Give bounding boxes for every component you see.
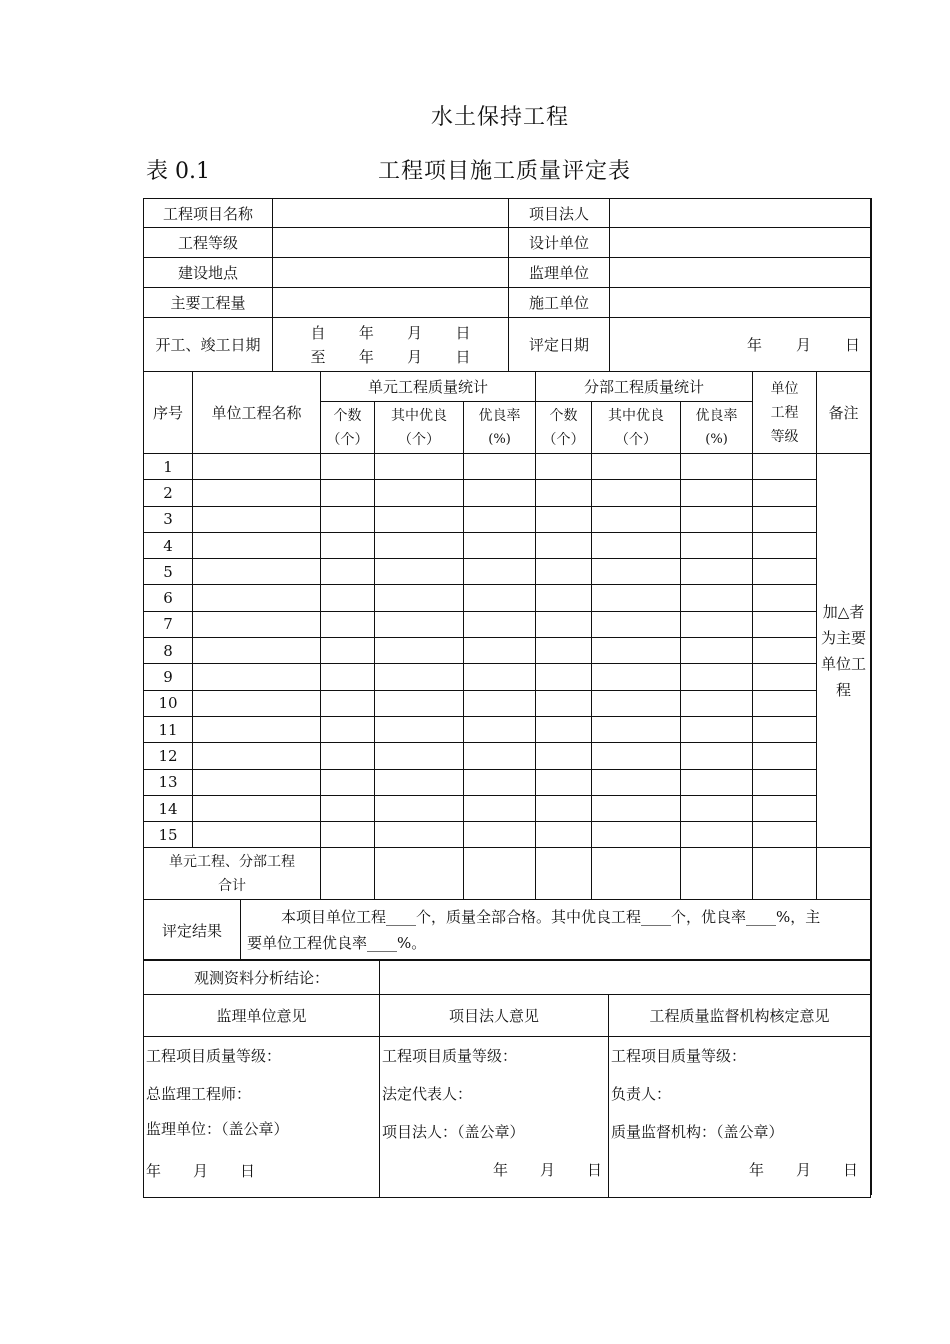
total-part-rate[interactable] <box>681 848 753 900</box>
unit-excellent-cell[interactable] <box>375 506 464 532</box>
legal-opinion-cell[interactable] <box>380 1037 609 1198</box>
unit-name-cell[interactable] <box>193 690 321 716</box>
part-count-cell[interactable] <box>536 506 592 532</box>
supervision-seal-line: 监理单位：（盖公章） <box>146 1120 289 1138</box>
row-number: 15 <box>144 822 193 848</box>
unit-excellent-cell[interactable] <box>375 454 464 480</box>
unit-excellent-cell[interactable] <box>375 664 464 690</box>
unit-excellent-cell[interactable] <box>375 795 464 821</box>
legal-date-year: 年 <box>492 1161 508 1179</box>
part-count-cell[interactable] <box>536 690 592 716</box>
authority-date-month: 月 <box>795 1161 811 1179</box>
project-name-label: 工程项目名称 <box>144 199 273 228</box>
project-grade-field[interactable] <box>273 228 509 258</box>
unit-rate-cell[interactable] <box>464 822 536 848</box>
part-excellent-cell[interactable] <box>592 769 681 795</box>
unit-rate-cell[interactable] <box>464 585 536 611</box>
unit-count-cell[interactable] <box>321 611 375 637</box>
table-row <box>144 532 871 558</box>
unit-count-cell[interactable] <box>321 795 375 821</box>
part-rate-unit: (%) <box>705 431 728 447</box>
dates-label: 开工、竣工日期 <box>144 318 273 372</box>
start-date-line <box>311 321 471 345</box>
row-number: 14 <box>144 795 193 821</box>
observation-label: 观测资料分析结论： <box>144 960 380 995</box>
unit-count-cell[interactable] <box>321 638 375 664</box>
total-label-line1: 单元工程、分部工程 <box>169 853 295 870</box>
unit-rate-cell[interactable] <box>464 795 536 821</box>
table-row <box>144 769 871 795</box>
project-info-table <box>143 198 871 372</box>
unit-count-cell[interactable] <box>321 690 375 716</box>
unit-rate-cell[interactable] <box>464 769 536 795</box>
row-number: 5 <box>144 559 193 585</box>
unit-rate-label: 优良率 <box>478 407 521 424</box>
total-label <box>144 848 321 900</box>
authority-date-line <box>611 1151 868 1189</box>
result-label: 评定结果 <box>144 900 241 961</box>
end-date-line <box>311 345 471 369</box>
table-row <box>144 454 871 480</box>
part-rate-cell[interactable] <box>681 480 753 506</box>
unit-grade-cell[interactable] <box>753 559 817 585</box>
supervision-date-year: 年 <box>146 1162 162 1180</box>
result-table <box>143 899 871 961</box>
total-remark[interactable] <box>817 848 871 900</box>
document-title: 水土保持工程 <box>430 105 569 130</box>
part-count-cell[interactable] <box>536 611 592 637</box>
part-count-cell[interactable] <box>536 559 592 585</box>
part-excellent-cell[interactable] <box>592 454 681 480</box>
unit-grade-cell[interactable] <box>753 532 817 558</box>
part-rate-cell[interactable] <box>681 532 753 558</box>
seq-header: 序号 <box>144 372 193 454</box>
total-label-line2: 合计 <box>218 877 246 894</box>
unit-rate-cell[interactable] <box>464 480 536 506</box>
table-row <box>144 664 871 690</box>
observation-field[interactable] <box>380 960 871 995</box>
legal-seal-line: 项目法人：（盖公章） <box>382 1123 525 1141</box>
part-count-unit: （个） <box>542 431 585 448</box>
unit-grade-cell[interactable] <box>753 664 817 690</box>
unit-rate-header <box>464 402 536 454</box>
total-unit-excellent[interactable] <box>375 848 464 900</box>
supervision-grade-line: 工程项目质量等级： <box>146 1047 282 1065</box>
part-excellent-cell[interactable] <box>592 480 681 506</box>
table-row <box>144 743 871 769</box>
part-count-cell[interactable] <box>536 769 592 795</box>
part-rate-cell[interactable] <box>681 769 753 795</box>
table-title: 工程项目施工质量评定表 <box>378 159 632 184</box>
part-count-cell[interactable] <box>536 532 592 558</box>
unit-grade-cell[interactable] <box>753 611 817 637</box>
authority-opinion-title: 工程质量监督机构核定意见 <box>609 995 871 1037</box>
unit-count-header <box>321 402 375 454</box>
unit-rate-cell[interactable] <box>464 611 536 637</box>
unit-count-cell[interactable] <box>321 506 375 532</box>
opinions-table <box>143 959 871 1198</box>
unit-grade-line1: 单位 <box>770 380 799 397</box>
part-excellent-cell[interactable] <box>592 532 681 558</box>
eval-date-year: 年 <box>746 336 762 354</box>
part-excellent-cell[interactable] <box>592 506 681 532</box>
unit-count-unit: （个） <box>326 431 369 448</box>
result-line1: 本项目单位工程____个，质量全部合格。其中优良工程____个，优良率____%，主 <box>281 908 821 926</box>
supervision-opinion-cell[interactable] <box>144 1037 380 1198</box>
unit-excellent-unit: （个） <box>398 431 440 448</box>
unit-excellent-cell[interactable] <box>375 585 464 611</box>
unit-name-cell[interactable] <box>193 532 321 558</box>
unit-grade-line3: 等级 <box>770 428 799 445</box>
project-grade-label: 工程等级 <box>144 228 273 258</box>
date-to-year: 年 <box>358 347 374 366</box>
authority-seal-line: 质量监督机构：（盖公章） <box>611 1123 784 1141</box>
part-excellent-cell[interactable] <box>592 664 681 690</box>
legal-opinion-title: 项目法人意见 <box>380 995 609 1037</box>
unit-name-cell[interactable] <box>193 795 321 821</box>
supervision-date-month: 月 <box>193 1162 209 1180</box>
part-excellent-cell[interactable] <box>592 638 681 664</box>
part-stats-header: 分部工程质量统计 <box>536 372 753 402</box>
unit-rate-unit: (%) <box>488 431 511 447</box>
legal-person-field[interactable] <box>610 199 871 228</box>
unit-name-cell[interactable] <box>193 716 321 742</box>
stat-rows <box>144 454 871 848</box>
table-number: 表 0.1 <box>146 159 210 184</box>
legal-date-line <box>382 1151 606 1189</box>
row-number: 1 <box>144 454 193 480</box>
quality-stats-table <box>143 371 871 900</box>
part-excellent-cell[interactable] <box>592 716 681 742</box>
authority-date-year: 年 <box>748 1161 764 1179</box>
part-rate-cell[interactable] <box>681 795 753 821</box>
unit-name-cell[interactable] <box>193 822 321 848</box>
date-from-month: 月 <box>407 323 423 342</box>
construction-unit-label: 施工单位 <box>509 288 610 318</box>
part-excellent-unit: （个） <box>615 431 658 448</box>
table-row <box>144 480 871 506</box>
unit-grade-cell[interactable] <box>753 585 817 611</box>
row-number: 8 <box>144 638 193 664</box>
unit-grade-cell[interactable] <box>753 638 817 664</box>
part-rate-label: 优良率 <box>695 407 738 424</box>
row-number: 10 <box>144 690 193 716</box>
part-count-cell[interactable] <box>536 664 592 690</box>
supervision-unit-field[interactable] <box>610 258 871 288</box>
unit-rate-cell[interactable] <box>464 716 536 742</box>
eval-date-month: 月 <box>795 336 811 354</box>
remark-cell <box>817 454 871 848</box>
part-count-cell[interactable] <box>536 716 592 742</box>
part-count-cell[interactable] <box>536 480 592 506</box>
row-number: 4 <box>144 532 193 558</box>
row-number: 11 <box>144 716 193 742</box>
unit-name-cell[interactable] <box>193 611 321 637</box>
date-from-prefix: 自 <box>310 323 326 342</box>
unit-count-cell[interactable] <box>321 743 375 769</box>
unit-grade-cell[interactable] <box>753 690 817 716</box>
part-rate-cell[interactable] <box>681 690 753 716</box>
unit-excellent-cell[interactable] <box>375 480 464 506</box>
row-number: 7 <box>144 611 193 637</box>
unit-rate-cell[interactable] <box>464 454 536 480</box>
unit-excellent-cell[interactable] <box>375 532 464 558</box>
legal-date-day: 日 <box>586 1161 602 1179</box>
authority-responsible-line: 负责人： <box>611 1085 672 1103</box>
row-number: 3 <box>144 506 193 532</box>
unit-rate-cell[interactable] <box>464 532 536 558</box>
table-row <box>144 795 871 821</box>
part-rate-cell[interactable] <box>681 822 753 848</box>
part-rate-cell[interactable] <box>681 664 753 690</box>
table-row <box>144 611 871 637</box>
part-rate-header <box>681 402 753 454</box>
supervision-date-line <box>146 1145 377 1197</box>
location-label: 建设地点 <box>144 258 273 288</box>
remark-line: 程 <box>836 680 852 699</box>
legal-representative-line: 法定代表人： <box>382 1085 473 1103</box>
date-to-month: 月 <box>407 347 423 366</box>
unit-count-cell[interactable] <box>321 769 375 795</box>
unit-excellent-cell[interactable] <box>375 690 464 716</box>
unit-grade-cell[interactable] <box>753 716 817 742</box>
part-excellent-label: 其中优良 <box>608 407 665 424</box>
unit-excellent-cell[interactable] <box>375 638 464 664</box>
unit-rate-cell[interactable] <box>464 664 536 690</box>
row-number: 9 <box>144 664 193 690</box>
unit-excellent-cell[interactable] <box>375 716 464 742</box>
remark-header: 备注 <box>817 372 871 454</box>
unit-grade-cell[interactable] <box>753 480 817 506</box>
unit-stats-header: 单元工程质量统计 <box>321 372 536 402</box>
unit-rate-cell[interactable] <box>464 638 536 664</box>
total-unit-rate[interactable] <box>464 848 536 900</box>
unit-count-cell[interactable] <box>321 822 375 848</box>
part-count-cell[interactable] <box>536 795 592 821</box>
part-excellent-cell[interactable] <box>592 743 681 769</box>
legal-grade-line: 工程项目质量等级： <box>382 1047 518 1065</box>
unit-count-cell[interactable] <box>321 559 375 585</box>
part-rate-cell[interactable] <box>681 716 753 742</box>
main-quantity-label: 主要工程量 <box>144 288 273 318</box>
dates-field[interactable] <box>273 318 509 372</box>
unit-grade-cell[interactable] <box>753 506 817 532</box>
unit-excellent-cell[interactable] <box>375 822 464 848</box>
result-line2: 要单位工程优良率____%。 <box>247 934 427 952</box>
part-excellent-cell[interactable] <box>592 795 681 821</box>
part-rate-cell[interactable] <box>681 611 753 637</box>
part-excellent-cell[interactable] <box>592 822 681 848</box>
date-from-day: 日 <box>455 323 471 342</box>
table-row <box>144 690 871 716</box>
part-count-label: 个数 <box>549 407 578 424</box>
part-excellent-cell[interactable] <box>592 611 681 637</box>
part-rate-cell[interactable] <box>681 585 753 611</box>
location-field[interactable] <box>273 258 509 288</box>
part-excellent-cell[interactable] <box>592 559 681 585</box>
date-to-day: 日 <box>455 347 471 366</box>
supervision-date-day: 日 <box>240 1162 256 1180</box>
unit-name-cell[interactable] <box>193 506 321 532</box>
part-rate-cell[interactable] <box>681 559 753 585</box>
part-count-cell[interactable] <box>536 585 592 611</box>
eval-date-parts <box>610 334 870 355</box>
table-row <box>144 716 871 742</box>
unit-grade-header <box>753 372 817 454</box>
eval-date-day: 日 <box>844 336 860 354</box>
part-excellent-cell[interactable] <box>592 690 681 716</box>
unit-name-cell[interactable] <box>193 559 321 585</box>
supervision-unit-label: 监理单位 <box>509 258 610 288</box>
remark-line: 为主要 <box>821 628 867 647</box>
total-part-count[interactable] <box>536 848 592 900</box>
table-row <box>144 559 871 585</box>
table-row <box>144 506 871 532</box>
unit-name-cell[interactable] <box>193 480 321 506</box>
unit-excellent-cell[interactable] <box>375 559 464 585</box>
unit-name-cell[interactable] <box>193 638 321 664</box>
part-count-header <box>536 402 592 454</box>
unit-excellent-cell[interactable] <box>375 743 464 769</box>
unit-name-cell[interactable] <box>193 769 321 795</box>
unit-grade-line2: 工程 <box>770 404 799 421</box>
unit-grade-cell[interactable] <box>753 769 817 795</box>
part-count-cell[interactable] <box>536 454 592 480</box>
unit-count-cell[interactable] <box>321 480 375 506</box>
part-count-cell[interactable] <box>536 822 592 848</box>
outer-border-line <box>871 198 872 1195</box>
unit-rate-cell[interactable] <box>464 690 536 716</box>
unit-grade-cell[interactable] <box>753 454 817 480</box>
unit-excellent-label: 其中优良 <box>391 407 447 424</box>
part-rate-cell[interactable] <box>681 454 753 480</box>
unit-count-cell[interactable] <box>321 716 375 742</box>
unit-excellent-cell[interactable] <box>375 611 464 637</box>
unit-count-cell[interactable] <box>321 585 375 611</box>
remark-line: 单位工 <box>821 654 867 673</box>
unit-count-cell[interactable] <box>321 664 375 690</box>
unit-name-cell[interactable] <box>193 585 321 611</box>
total-unit-count[interactable] <box>321 848 375 900</box>
chief-supervisor-line: 总监理工程师： <box>146 1085 252 1103</box>
date-from-year: 年 <box>358 323 374 342</box>
part-count-cell[interactable] <box>536 743 592 769</box>
unit-grade-cell[interactable] <box>753 743 817 769</box>
eval-date-label: 评定日期 <box>509 318 610 372</box>
unit-excellent-cell[interactable] <box>375 769 464 795</box>
table-row <box>144 638 871 664</box>
unit-count-cell[interactable] <box>321 532 375 558</box>
table-row <box>144 585 871 611</box>
eval-date-field[interactable] <box>610 318 871 372</box>
unit-rate-cell[interactable] <box>464 559 536 585</box>
row-number: 2 <box>144 480 193 506</box>
unit-grade-cell[interactable] <box>753 822 817 848</box>
design-unit-label: 设计单位 <box>509 228 610 258</box>
unit-name-header: 单位工程名称 <box>193 372 321 454</box>
legal-person-label: 项目法人 <box>509 199 610 228</box>
unit-rate-cell[interactable] <box>464 506 536 532</box>
result-text[interactable] <box>241 900 871 961</box>
part-count-cell[interactable] <box>536 638 592 664</box>
unit-count-cell[interactable] <box>321 454 375 480</box>
part-rate-cell[interactable] <box>681 506 753 532</box>
date-to-prefix: 至 <box>310 347 326 366</box>
unit-count-label: 个数 <box>333 407 362 424</box>
construction-unit-field[interactable] <box>610 288 871 318</box>
unit-excellent-header <box>375 402 464 454</box>
part-excellent-cell[interactable] <box>592 585 681 611</box>
part-excellent-header <box>592 402 681 454</box>
unit-grade-cell[interactable] <box>753 795 817 821</box>
table-row <box>144 822 871 848</box>
total-part-excellent[interactable] <box>592 848 681 900</box>
legal-date-month: 月 <box>539 1161 555 1179</box>
unit-name-cell[interactable] <box>193 454 321 480</box>
authority-grade-line: 工程项目质量等级： <box>611 1047 747 1065</box>
part-rate-cell[interactable] <box>681 638 753 664</box>
supervision-opinion-title: 监理单位意见 <box>144 995 380 1037</box>
unit-name-cell[interactable] <box>193 664 321 690</box>
project-name-field[interactable] <box>273 199 509 228</box>
row-number: 13 <box>144 769 193 795</box>
remark-line: 加△者 <box>822 602 865 621</box>
authority-date-day: 日 <box>842 1161 858 1179</box>
design-unit-field[interactable] <box>610 228 871 258</box>
main-quantity-field[interactable] <box>273 288 509 318</box>
total-unit-grade[interactable] <box>753 848 817 900</box>
row-number: 12 <box>144 743 193 769</box>
row-number: 6 <box>144 585 193 611</box>
part-rate-cell[interactable] <box>681 743 753 769</box>
unit-rate-cell[interactable] <box>464 743 536 769</box>
authority-opinion-cell[interactable] <box>609 1037 871 1198</box>
unit-name-cell[interactable] <box>193 743 321 769</box>
